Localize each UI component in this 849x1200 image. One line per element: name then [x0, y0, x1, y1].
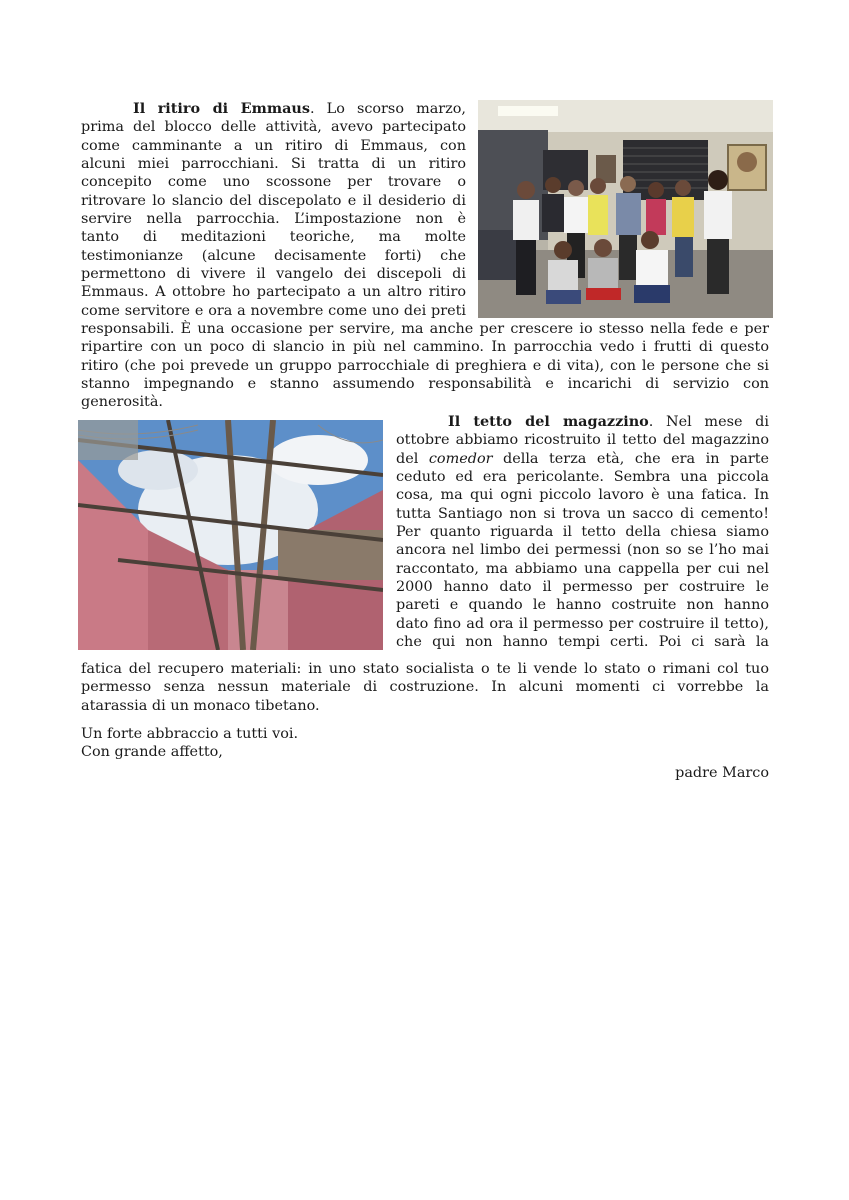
roof-first-line — [396, 413, 769, 431]
text-line: permettono di vivere il vangelo dei discepoli di — [81, 266, 466, 283]
text-line: ritiro (che poi prevede un gruppo parrocchiale di preghiera e di vita), con le persone che si — [81, 357, 769, 374]
text-line: stanno impegnando e stanno assumendo responsabilità e incarichi di servizio con — [81, 376, 769, 393]
group-photo-image — [478, 100, 773, 318]
text-line: permesso senza nessun materiale di costruzione. In alcuni momenti ci vorrebbe la — [81, 679, 769, 696]
text-line: tanto di meditazioni teoriche, ma molte — [81, 229, 466, 246]
text-line: prima del blocco delle attività, avevo partecipato — [81, 119, 466, 136]
text-line: responsabili. È una occasione per servire, ma anche per crescere io stesso nella fede e per — [81, 321, 769, 337]
text-line: tutta Santiago non si trova un sacco di cemento! — [396, 505, 769, 522]
text-line — [396, 450, 769, 468]
closing-block — [81, 725, 769, 762]
text-line: fatica del recupero materiali: in uno stato socialista o te li vende lo stato o rimani col tuo — [81, 661, 769, 677]
text-line: concepito come uno scossone per trovare o — [81, 174, 466, 191]
text-line: ottobre abbiamo ricostruito il tetto del magazzino — [396, 432, 769, 449]
roof-heading: Il tetto del magazzino — [448, 413, 649, 430]
text-line: atarassia di un monaco tibetano. — [81, 697, 320, 714]
text-fragment: del — [396, 450, 429, 467]
text-line: servire nella parrocchia. L’impostazione non è — [81, 211, 466, 228]
text-line: come servitore e ora a novembre come uno dei preti — [81, 302, 466, 319]
text-line: raccontato, ma abbiamo una cappella per cui nel — [396, 560, 769, 577]
text-line: ceduto ed era pericolante. Sembra una piccola — [396, 469, 769, 486]
text-line: Emmaus. A ottobre ho partecipato a un altro ritiro — [81, 284, 466, 301]
text-line: alcuni miei parrocchiani. Si tratta di un ritiro — [81, 156, 466, 173]
roof-photo-image — [78, 420, 383, 650]
text-line: generosità. — [81, 394, 163, 411]
emmaus-heading: Il ritiro di Emmaus — [133, 100, 310, 117]
closing-affection: Con grande affetto, — [81, 744, 223, 761]
roof-photo — [78, 420, 383, 650]
section-roof-narrow — [396, 413, 769, 651]
section-emmaus-wide — [81, 320, 769, 412]
group-photo — [478, 100, 773, 318]
signature: padre Marco — [675, 765, 769, 781]
closing-greeting: Un forte abbraccio a tutti voi. — [81, 726, 299, 742]
text-line: . Lo scorso marzo, — [309, 101, 466, 117]
emmaus-first-line — [81, 100, 466, 118]
text-line: ancora nel limbo dei permessi (non so se l’ho mai — [396, 542, 769, 559]
text-fragment: della terza età, che era in parte — [492, 450, 769, 467]
text-line: Per quanto riguarda il tetto della chiesa siamo — [396, 524, 769, 541]
text-line: ripartire con un poco di slancio in più nel cammino. In parrocchia vedo i frutti di questo — [81, 339, 769, 356]
comedor-italic: comedor — [428, 450, 493, 467]
text-line: che qui non hanno tempi certi. Poi ci sarà la — [396, 634, 769, 651]
text-line: ritrovare lo slancio del discepolato e il desiderio di — [81, 192, 466, 209]
text-line: testimonianze (alcune decisamente forti) che — [81, 247, 466, 264]
text-line: come camminante a un ritiro di Emmaus, con — [81, 137, 466, 154]
text-line: pareti e quando le hanno costruite non hanno — [396, 597, 769, 614]
text-line: 2000 hanno dato il permesso per costruire le — [396, 579, 769, 596]
text-line: cosa, ma qui ogni piccolo lavoro è una fatica. In — [396, 487, 769, 504]
text-line: dato fino ad ora il permesso per costruire il tetto), — [396, 615, 769, 632]
section-roof-wide — [81, 660, 769, 715]
text-line: . Nel mese di — [648, 414, 769, 430]
section-emmaus-narrow — [81, 100, 466, 320]
